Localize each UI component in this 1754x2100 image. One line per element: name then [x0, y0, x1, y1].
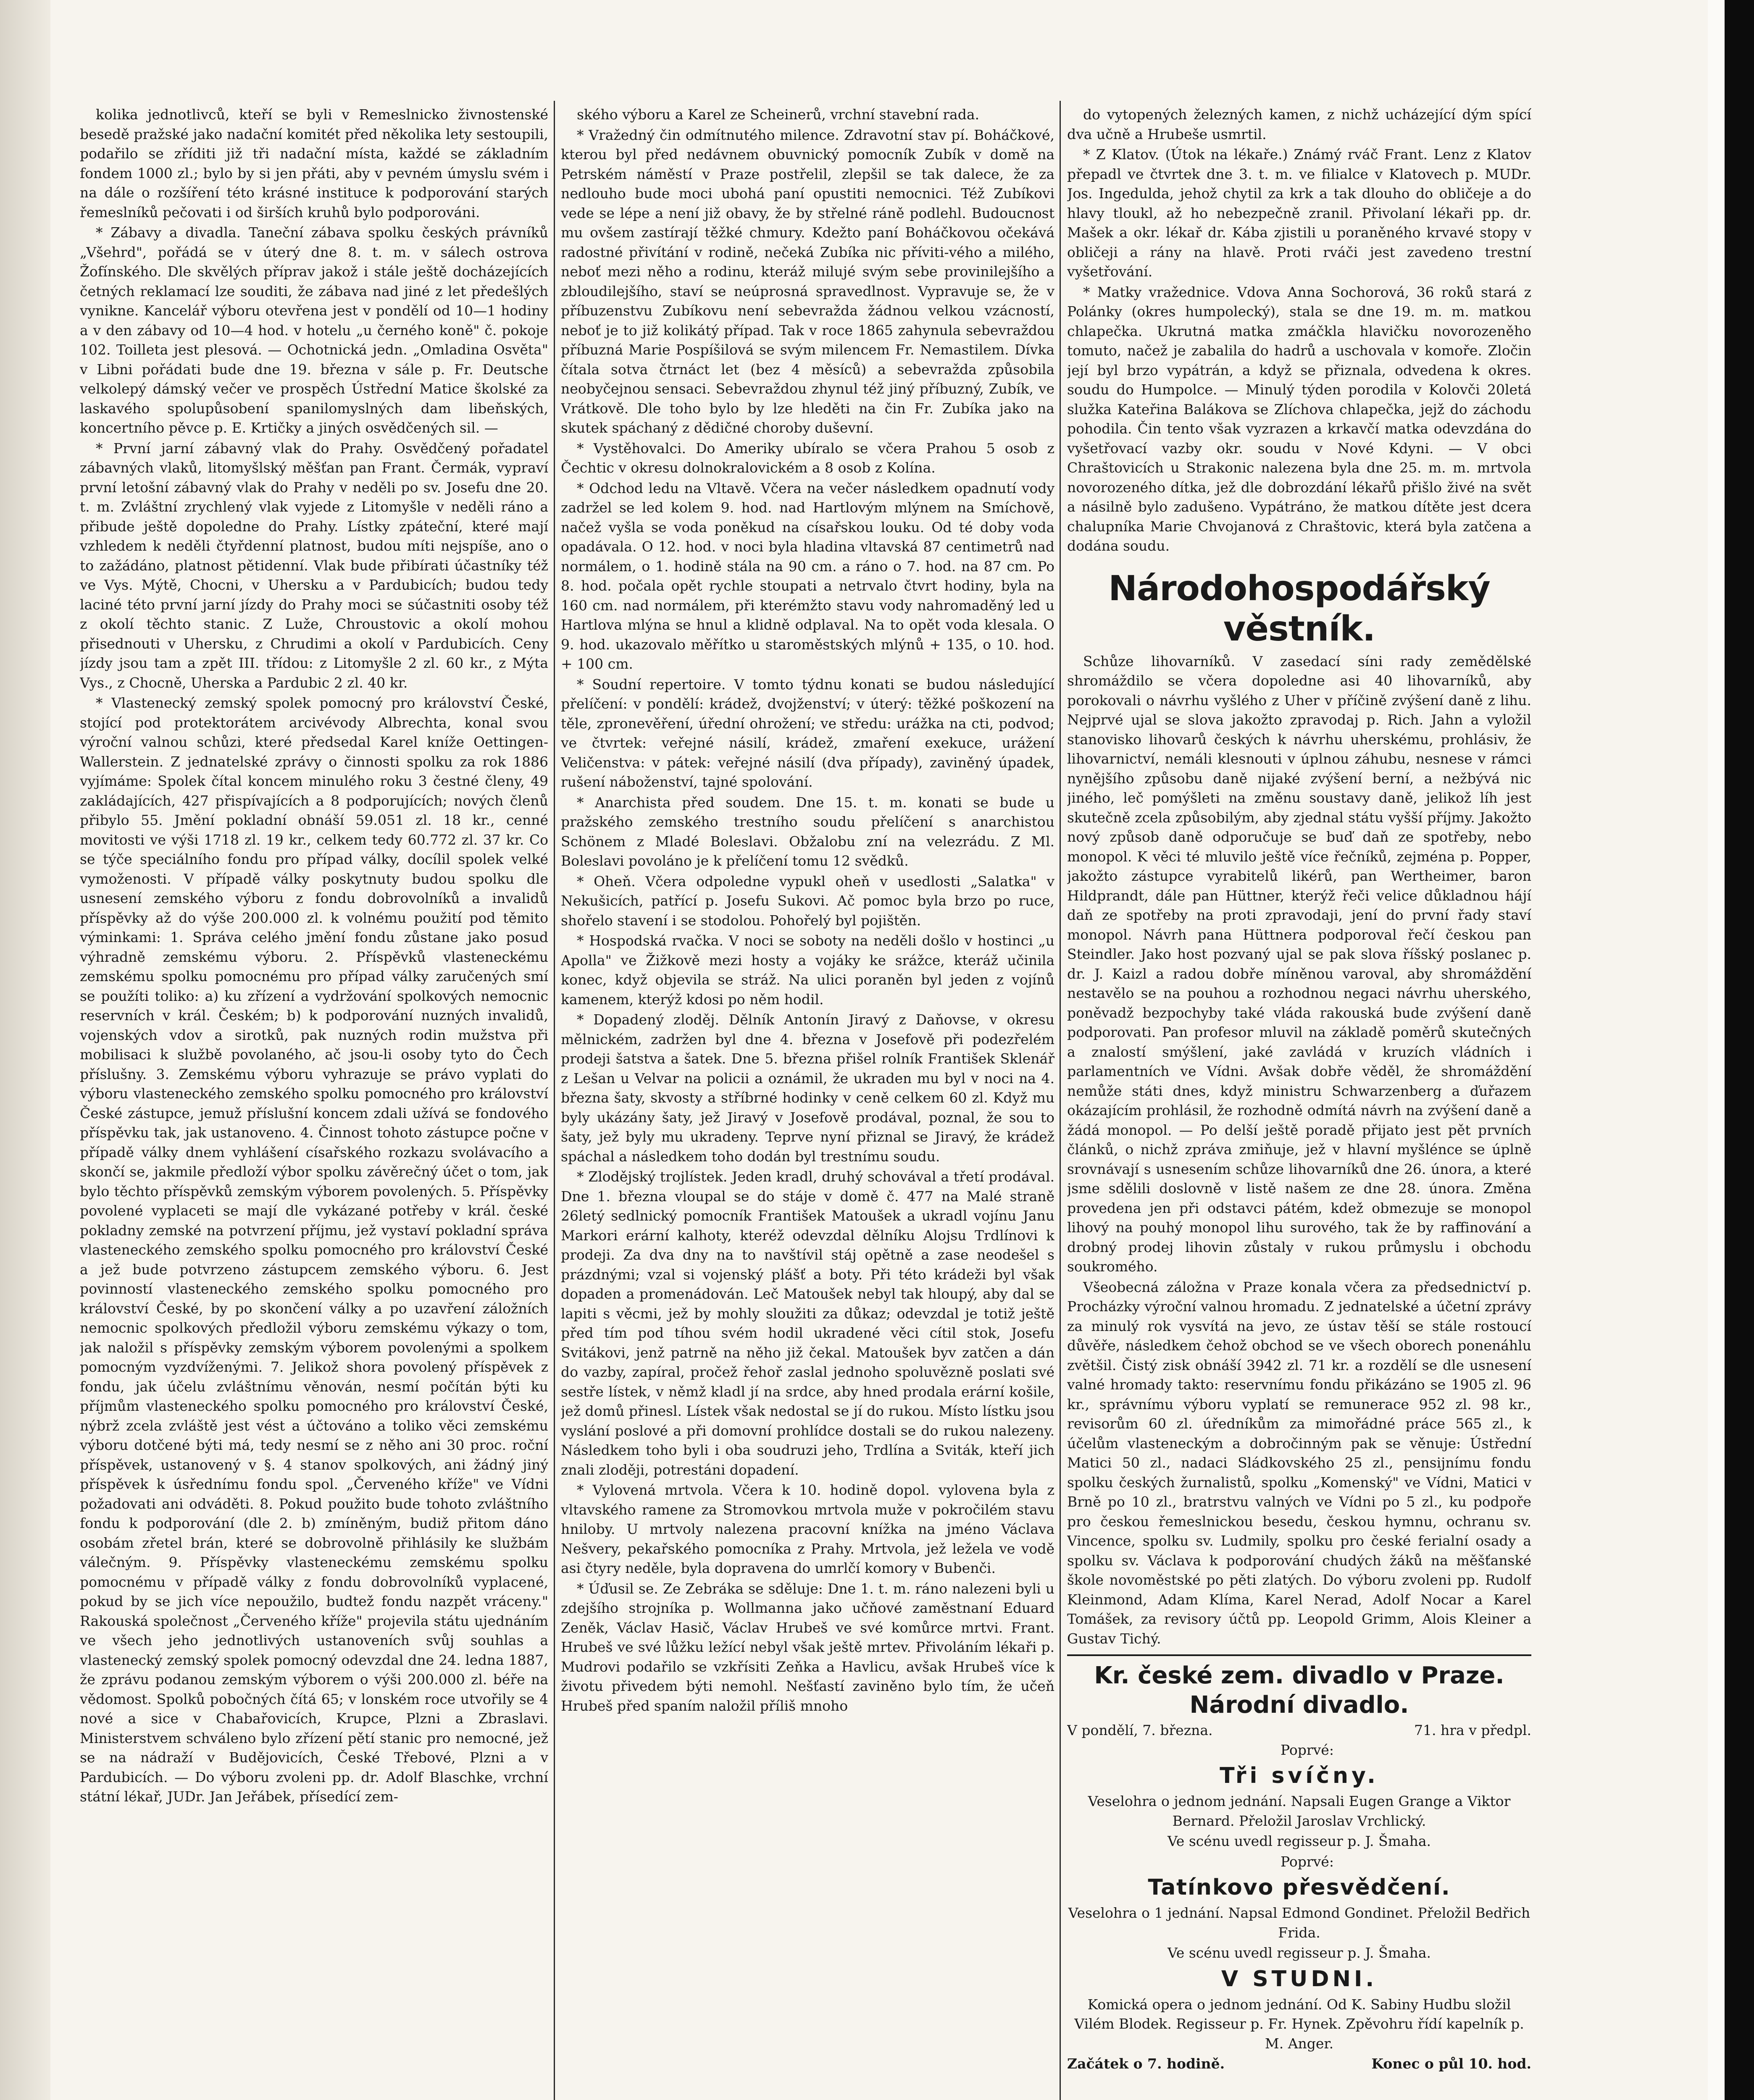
column-rule-2 [1060, 101, 1061, 2100]
article-paragraph: * Vylovená mrtvola. Včera k 10. hodině dopol. vylovena byla z vltavského ramene za Stromovkou mrtvola muže v pokročilém stavu hniloby. U mrtvoly nalezena pracovní knížka na jméno Václava Nešvery, pekařského pomocníka z Prahy. Mrtvola, jež ležela ve vodě asi čtyry neděle, byla dopravena do umrlčí komory v Bubenči. [561, 1482, 1055, 1576]
performance-date: V pondělí, 7. března. [1067, 1722, 1213, 1738]
theatre-heading: Kr. české zem. divadlo v Praze. [1094, 1662, 1504, 1689]
performance-times-row [1067, 2054, 1531, 2074]
premiere-label: Poprvé: [1281, 1741, 1334, 1758]
play-description: Veselohra o jednom jednání. Napsali Eugen Grange a Viktor Bernard. Přeložil Jaroslav Vrchlický. [1088, 1793, 1511, 1829]
play-title-tri-svicny: Tři svíčny. [1220, 1763, 1379, 1788]
article-paragraph: * Z Klatov. (Útok na lékaře.) Známý rváč Frant. Lenz z Klatov přepadl ve čtvrtek dne 3. t. m. ve filialce v Klatovech p. MUDr. Jos. Ingedulda, jehož chytil za krk a tak dlouho do obličeje a do hlavy tloukl, až ho nebezpečně zranil. Přivolaní lékaři pp. dr. Mašek a okr. lékař dr. Kába zjistili u poraněného krvavé stopy v obličeji a rány na hlavě. Proti rváči jest zavedeno trestní vyšetřování. [1067, 146, 1531, 280]
article-paragraph: * Vlastenecký zemský spolek pomocný pro království České, stojící pod protektorátem arcivévody Albrechta, konal svou výroční valnou schůzi, které předsedal Karel kníže Oettingen-Wallerstein. Z jednatelské zprávy o činnosti spolku za rok 1886 vyjímáme: Spolek čítal koncem minulého roku 3 čestné členy, 49 zakládajících, 427 přispívajících a 8 podporujících; nových členů přibylo 55. Jmění pokladní obnáší 59.051 zl. 18 kr., cenné movitosti ve výši 1718 zl. 19 kr., celkem tedy 60.772 zl. 37 kr. Co se týče speciálního fondu pro případ války, docílil spolek velké vymoženosti. V případě války poskytnuty budou spolku dle usnesení zemského výboru z fondu dobrovolníků a invalidů příspěvky až do výše 200.000 zl. k volnému použití pod těmito výminkami: 1. Správa celého jmění fondu zůstane jako posud výhradně zemskému výboru. 2. Příspěvků vlasteneckému zemskému spolku pomocnému pro případ války zaručených smí se použíti toliko: a) ku zřízení a vydržování spolkových nemocnic reservních v král. Českém; b) k podporování nuzných invalidů, vojenských vdov a sirotků, pak nuzných rodin mužstva při mobilisaci k službě povolaného, ač jsou-li osoby tyto do Čech příslušny. 3. Zemskému výboru vyhrazuje se právo vyplati do výboru vlasteneckého zemského spolku pomocného pro království České zástupce, jemuž příslušní koncem zdali užívá se fondového příspěvku tak, jak ustanoveno. 4. Činnost tohoto zástupce počne v případě války dnem vyhlášení císařského rozkazu svolávacího a skončí se, jakmile předloží výbor spolku závěrečný účet o tom, jak bylo těchto příspěvků zemským výborem povolených. 5. Příspěvky povolené vyplaceti se mají dle vykázané potřeby v král. české pokladny zemské na potvrzení příjmu, jež vystaví pokladní správa vlasteneckého zemského spolku pomocného pro království České a jež bude potvrzeno zástupcem zemského výboru. 6. Jest povinností vlasteneckého zemského spolku pomocného pro království České, by po skončení války a po uzavření záložních nemocnic spolkových předložil výboru zemskému výkazy o tom, jak naložil s příspěvky zemským výborem povolenými a spolkem pomocným vyzdvíženými. 7. Jelikož shora povolený příspěvek z fondu, jak účelu zvláštnímu věnován, nesmí počítán býti ku příjmům vlasteneckého spolku pomocného pro království České, nýbrž zcela zvláště jest vést a účtováno a toliko věci zemskému výboru dotčené býti má, tedy nesmí se z něho ani 30 proc. roční příspěvek, ustanovený v §. 4 stanov spolkových, ani žádný jiný příspěvek k úsřednímu fondu spol. „Červeného kříže" ve Vídni požadovati ani odváděti. 8. Pokud použito bude tohoto zvláštního fondu k podporování (dle 2. b) zmíněným, budiž přitom dáno osobám zřetel brán, které se dobrovolně přihlásily ke službám válečným. 9. Příspěvky vlasteneckému zemskému spolku pomocnému v případě války z fondu dobrovolníků vyplacené, pokud by se jich více nepoužilo, budtež fondu nazpět vráceny." Rakouská společnost „Červeného kříže" projevila státu ujednáním ve všech jeho jednotlivých ustanoveních svůj souhlas a vlastenecký zemský spolek pomocný odevzdal dne 24. ledna 1887, že zprávu podanou zemským výborem o výši 200.000 zl. béře na vědomost. Spolků pobočných čítá 65; v lonském roce utvořily se 4 nové a sice v Chabařovicích, Krupce, Plzni a Zbraslavi. Ministerstvem schváleno bylo zřízení pětí stanic pro nemocné, jež se na nádraží v Budějovicích, České Třebové, Plzni a v Pardubicích. — Do výboru zvoleni pp. dr. Adolf Blaschke, vrchní státní lékař, JUDr. Jan Jeřábek, přísedící zem- [80, 695, 548, 1805]
performance-date-row [1067, 1721, 1531, 1740]
article-paragraph: * První jarní zábavný vlak do Prahy. Osvědčený pořadatel zábavných vlaků, litomyšlský měšťan pan Frant. Čermák, vypraví první letošní zábavný vlak do Prahy v neděli po sv. Josefu dne 20. t. m. Zvláštní zrychlený vlak vyjede z Litomyšle v neděli ráno a přibude ještě dopoledne do Prahy. Lístky zpáteční, které mají vzhledem k neděli čtyřdenní platnost, budou míti nejspíše, ano o to zažádáno, platnost pětidenní. Vlak bude přibírati účastníky též ve Vys. Mýtě, Chocni, v Uhersku a v Pardubicích; budou tedy laciné této první jarní jízdy do Prahy moci se súčastniti osoby též z okolí těchto stanic. Z Luže, Chroustovic a okolí mohou přisednouti v Uhersku, z Chrudimi a okolí v Pardubicích. Ceny jízdy jsou tam a zpět III. třídou: z Litomyšle 2 zl. 60 kr., z Mýta Vys., z Chocně, Uherska a Pardubic 2 zl. 40 kr. [80, 440, 548, 691]
column-rule-1 [554, 101, 555, 2100]
play-director: Ve scénu uvedl regisseur p. J. Šmaha. [1168, 1833, 1431, 1849]
article-paragraph: * Zábavy a divadla. Taneční zábava spolku českých právníků „Všehrd", pořádá se v úterý dne 8. t. m. v sálech ostrova Žofínského. Dle skvělých příprav jakož i stále ještě docházejících četných reklamací lze souditi, že zábava nad jiné z let předešlých vynikne. Kancelář výboru otevřena jest v pondělí od 10—1 hodiny a v den zábavy od 10—4 hod. v hotelu „u černého koně" č. pokoje 102. Toilleta jest plesová. — Ochotnická jedn. „Omladina Osvěta" v Libni pořádati bude dne 19. března v sále p. Fr. Deutsche velkolepý dámský večer ve prospěch Ústřední Matice školské za laskavého spolupůsobení spanilomyslných dam libeňských, koncertního pěvce p. E. Krtičky a jiných osvědčených sil. — [80, 224, 548, 436]
play-director: Ve scénu uvedl regisseur p. J. Šmaha. [1168, 1945, 1431, 1961]
article-paragraph: * Úďusil se. Ze Zebráka se sděluje: Dne 1. t. m. ráno nalezeni byli u zdejšího strojníka p. Wollmanna jako učňové zaměstnaní Eduard Zeněk, Václav Hasič, Václav Hrubeš ve své komůrce mrtvi. Frant. Hrubeš ve své lůžku ležící nebyl však ještě mrtev. Přivoláním lékaři p. Mudrovi podařilo se vzkřísiti Zeňka a Havlicu, avšak Hrubeš více k životu přivedem býti nemohl. Nešťastí zaviněno bylo tím, že učeň Hrubeš před spaním naložil příliš mnoho [561, 1580, 1055, 1714]
scan-edge-bar [1725, 0, 1754, 2100]
end-time: Konec o půl 10. hod. [1371, 2055, 1531, 2072]
article-paragraph: * Vystěhovalci. Do Ameriky ubíralo se včera Prahou 5 osob z Čechtic v okresu dolnokralovickém a 8 osob z Kolína. [561, 440, 1055, 476]
article-paragraph: * Matky vražednice. Vdova Anna Sochorová, 36 roků stará z Polánky (okres humpolecký), stala se dne 19. m. m. matkou chlapečka. Ukrutná matka zmáčkla hlavičku novorozeněho tomuto, načež je zabalila do hadrů a uschovala v komoře. Zločin její byl brzo vypátrán, a když se přiznala, odvedena k okres. soudu do Humpolce. — Minulý týden porodila v Kolovči 20letá služka Kateřina Balákova se Zlíchova chlapečka, jejž do záchodu pohodila. Čin tento však vyzrazen a krkavčí matka odevzdána do vyšetřovací vazby okr. soudu v Nové Kdyni. — V obci Chraštovicích u Strakonic nalezena byla dne 25. m. m. mrtvola novorozeného dítka, jež dle dobrozdání lékařů přišlo živé na svět a násilně bylo zadušeno. Vypátráno, že matkou dítěte jest dcera chalupníka Marie Chvojanová z Chraštovic, která byla zatčena a dodána soudu. [1067, 284, 1531, 554]
play-title-v-studni: V STUDNI. [1221, 1966, 1378, 1992]
page-right-margin [1708, 0, 1725, 2100]
column-1 [80, 105, 548, 2100]
play-title-tatinkovo-presvedceni: Tatínkovo přesvědčení. [1148, 1875, 1451, 1900]
article-paragraph: kolika jednotlivců, kteří se byli v Remeslnicko živnostenské besedě pražské jako nadační komitét před několika lety sestoupili, podařilo se zříditi již tři nadační místa, každé se základním fondem 1000 zl.; bylo by si jen přáti, aby v pevném úmyslu svém i na dále o rozšíření této krásné instituce k podporování starých řemeslníků pečovati i od širších kruhů bylo podporováni. [80, 106, 548, 220]
start-time: Začátek o 7. hodině. [1067, 2055, 1225, 2072]
article-paragraph: * Zlodějský trojlístek. Jeden kradl, druhý schovával a třetí prodával. Dne 1. března vloupal se do stáje v domě č. 477 na Malé straně 26letý sedlnický pomocník František Matoušek a ukradl vojínu Janu Markori erární kalhoty, kteréž odevzdal dělníku Alojsu Trdlínovi k prodeji. Za dva dny na to navštívil stáj opětně a zase neodešel s prázdnými; vzal si vojenský plášť a boty. Při této krádeži byl však dopaden a promenádován. Leč Matoušek nebyl tak hloupý, aby dal se lapiti s věcmi, jež by mohly sloužiti za důkaz; odevzdal je totiž ještě před tím pod tíhou svém hodil ukradené věci cítil stok, Josefu Svitákovi, jenž patrně na něho již čekal. Matoušek byv zatčen a dán do vazby, zapíral, pročež řehoř zaslal jednoho spoluvězně poslati své sestře lístek, v němž kladl jí na srdce, aby hned prodala erární košile, jež domů přinesl. Lístek však nedostal se jí do rukou. Místo lístku jsou vyslání poslové a při domovní prohlídce dostali se do rukou nalezeny. Následkem toho byli i oba soudruzi jeho, Trdlína a Sviták, kteří jich znali zloději, potrestáni dopadení. [561, 1168, 1055, 1478]
article-paragraph: Schůze lihovarníků. V zasedací síni rady zemědělské shromáždilo se včera dopoledne asi 40 lihovarníků, aby porokovali o návrhu vyšlého z Uher v příčině zvýšení daně z lihu. Nejprvé ujal se slova jakožto zpravodaj p. Rich. Jahn a vyložil stanovisko lihovarů českých k návrhu uherskému, prohlásiv, že lihovarnictví, nemáli klesnouti v úplnou záhubu, nesnese v rámci nynějšího způsobu daně nijaké zvýšení berní, a nežbývá nic jiného, leč pomýšleti na změnu soustavy daně, jelikož líh jest skutečně zcela způsobilým, aby zjednal státu vyšší příjmy. Jakožto nový způsob daně odporučuje se buď daň ze spotřeby, nebo monopol. K věci té mluvilo ještě více řečníků, zejména p. Popper, jakožto zástupce vyrabitelů likérů, pan Wertheimer, baron Hildprandt, dále pan Hüttner, kterýž řeči velice důkladnou hájí daň ze spotřeby na proti zpravodaji, jení do první řady staví monopol. Návrh pana Hüttnera podporoval řečí českou pan Steindler. Jako host pozvaný ujal se pak slova říšský poslanec p. dr. J. Kaizl a radou dobře míněnou varoval, aby shromáždění nestavělo se na pouhou a rozhodnou negaci návrhu uherského, poněvadž bezpochyby také vláda rakouská bude zvýšení daně podporovati. Pan profesor mluvil na základě poměrů skutečných a znalostí smýšlení, jaké zavládá v kruzích vládních i parlamentních ve Vídni. Avšak dobře věděl, že shromáždění nemůže státi dnes, když ministru Schwarzenberg a ďuřazem okázajícím prohlásil, že rozhodně odmítá návrh na zvýšení daně a žádá monopol. — Po delší ještě poradě přijato jest pět prvních článků, o nichž zpráva zmiňuje, jež v hlavní myšlénce se úplně srovnávají s usnesením schůze lihovarníků dne 26. února, a které jsme sdělili doslovně v listě našem ze dne 28. února. Změna provedena jen při odstavci pátém, kdež obmezuje se monopol lihový na pouhý monopol lihu surového, tak že by raffinování a drobný prodej lihovin zůstaly v rukou průmyslu i obchodu soukromého. [1067, 653, 1531, 1275]
play-description: Komická opera o jednom jednání. Od K. Sabiny Hudbu složil Vilém Blodek. Regisseur p. Fr. Hynek. Zpěvohru řídí kapelník p. M. Anger. [1074, 1996, 1524, 2052]
premiere-label: Poprvé: [1281, 1853, 1334, 1870]
article-paragraph: do vytopených železných kamen, z nichž ucházející dým spící dva učně a Hrubeše usmrtil. [1067, 106, 1531, 142]
article-paragraph: Všeobecná záložna v Praze konala včera za předsednictví p. Procházky výroční valnou hromadu. Z jednatelské a účetní zprávy za minulý rok vysvítá na jevo, ze ústav těší se stále rostoucí důvěře, následkem čehož obchod se ve všech oborech ponenáhlu zvětšil. Čistý zisk obnáší 3942 zl. 71 kr. a rozdělí se dle usnesení valné hromady takto: reservnímu fondu přikázáno se 1905 zl. 96 kr., správnímu výboru vyplatí se remunerace 952 zl. 98 kr., revisorům 60 zl. úředníkům za mimořádné práce 565 zl., k účelům vlasteneckým a dobročinným pak se věnuje: Ústřední Matici 50 zl., nadaci Sládkovského 25 zl., pensijnímu fondu spolku českých žurnalistů, spolku „Komenský" ve Vídni, Matici v Brně po 10 zl., bratrstvu valných ve Vídni po 5 zl., ku podpoře pro českou řemeslnickou besedu, českou hymnu, ochranu sv. Vincence, spolku sv. Ludmily, spolku pro české ferialní osady a spolku sv. Václava k podporování chudých žáků na měšťanské škole novoměstské po pěti zlatých. Do výboru zvoleni pp. Rudolf Kleinmond, Adam Klíma, Karel Nerad, Adolf Nocar a Karel Tomášek, za revisory účtů pp. Leopold Grimm, Alois Kleiner a Gustav Tichý. [1067, 1278, 1531, 1647]
article-paragraph: * Dopadený zloděj. Dělník Antonín Jiravý z Daňovse, v okresu mělnickém, zadržen byl dne 4. března v Josefově při podezřelém prodeji šatstva a šatek. Dne 5. března přišel rolník František Sklenář z Lešan u Velvar na policii a oznámil, že ukraden mu byl v noci na 4. března šaty, skvosty a stříbrné hodinky v ceně celkem 60 zl. Když mu byly ukázány šaty, jež Jiravý v Josefově prodával, poznal, že sou to šaty, jež byly mu ukradeny. Teprve nyní přiznal se Jiravý, že krádež spáchal a následkem toho dodán byl trestnímu soudu. [561, 1011, 1055, 1165]
subscription-number: 71. hra v předpl. [1414, 1722, 1531, 1738]
article-paragraph: * Soudní repertoire. V tomto týdnu konati se budou následující přelíčení: v pondělí: krádež, dvojženství; v úterý: těžké poškození na těle, zpronevěření, úřední ohrožení; ve středu: urážka na cti, podvod; ve čtvrtek: veřejné násilí, krádež, zmaření exekuce, urážení Veličenstva: v pátek: veřejné násilí (dva případy), zaviněný úpadek, rušení náboženství, tajné spolování. [561, 676, 1055, 790]
section-heading-narodohospodarsky: Národohospodářský věstník. [1108, 568, 1490, 649]
theatre-subheading: Národní divadlo. [1189, 1691, 1409, 1719]
column-2 [561, 105, 1055, 2100]
article-paragraph: * Hospodská rvačka. V noci se soboty na neděli došlo v hostinci „u Apolla" ve Žižkově mezi hosty a vojáky ke srážce, kteráž učinila konec, když objevila se stráž. Na ulici poraněn byl jeden z vojínů kamenem, kterýž kdosi po něm hodil. [561, 932, 1055, 1008]
article-paragraph: * Oheň. Včera odpoledne vypukl oheň v usedlosti „Salatka" v Nekušicích, patřící p. Josefu Sukovi. Ač pomoc byla brzo po ruce, shořelo stavení i se stodolou. Pohořelý byl pojištěn. [561, 873, 1055, 929]
article-paragraph: ského výboru a Karel ze Scheinerů, vrchní stavební rada. [577, 106, 979, 123]
divider-rule [1067, 1654, 1531, 1656]
column-3 [1067, 105, 1531, 2100]
page-left-shadow [0, 0, 50, 2100]
play-description: Veselohra o 1 jednání. Napsal Edmond Gondinet. Přeložil Bedřich Frida. [1068, 1905, 1530, 1941]
article-paragraph: * Odchod ledu na Vltavě. Včera na večer následkem opadnutí vody zadržel se led kolem 9. hod. nad Hartlovým mlýnem na Smíchově, načež vyšla se voda poněkud na císařskou louku. Od té doby voda opadávala. O 12. hod. v noci byla hladina vltavská 87 centimetrů nad normálem, o 1. hodině stála na 90 cm. a ráno o 7. hod. na 87 cm. Po 8. hod. počala opět rychle stoupati a netrvalo čtvrt hodiny, byla na 160 cm. nad normálem, při kterémžto stavu vody nahromaděný led u Hartlova mlýna se hnul a klidně odplaval. Na to opět voda klesala. O 9. hod. ukazovalo měřítko u staroměstských mlýnů + 135, o 10. hod. + 100 cm. [561, 480, 1055, 672]
article-paragraph: * Anarchista před soudem. Dne 15. t. m. konati se bude u pražského zemského trestního soudu přelíčení s anarchistou Schönem z Mladé Boleslavi. Obžalobu zní na velezrádu. Z Ml. Boleslavi povoláno je k přelíčení tomu 12 svědků. [561, 794, 1055, 869]
article-paragraph: * Vražedný čin odmítnutého milence. Zdravotní stav pí. Boháčkové, kterou byl před nedávnem obuvnický pomocník Zubík v domě na Petrském náměstí v Praze postřelil, zlepšil se tak dalece, že za nedlouho bude moci ubohá paní opustiti nemocnici. Též Zubíkovi vede se lépe a není již obavy, že by střelné ráně podlehl. Budoucnost mu ovšem zastírají těžké chmury. Kdežto paní Boháčkovou očekává radostné přivítání v rodině, nečeká Zubíka nic příviti-vého a milého, neboť mezi něho a rodinu, kteráž milujé svým sebe provinilejšího a zbloudilejšího, staví se neúprosná spravedlnost. Vypravuje se, že v příbuzenstvu Zubíkovu není sebevražda žádnou velkou vzácností, neboť je to již kolikátý případ. Tak v roce 1865 zahynula sebevraždou příbuzná Marie Pospíšilová se svým milencem Fr. Nemastilem. Dívka čítala sotva čtrnáct let (bez 4 měsíců) a sebevražda způsobila neobyčejnou sensaci. Sebevraždou zhynul též jiný příbuzný, Zubík, ve Vrátkově. Dle toho bylo by lze hleděti na čin Fr. Zubíka jako na skutek spáchaný z dědičné choroby duševní. [561, 126, 1055, 436]
